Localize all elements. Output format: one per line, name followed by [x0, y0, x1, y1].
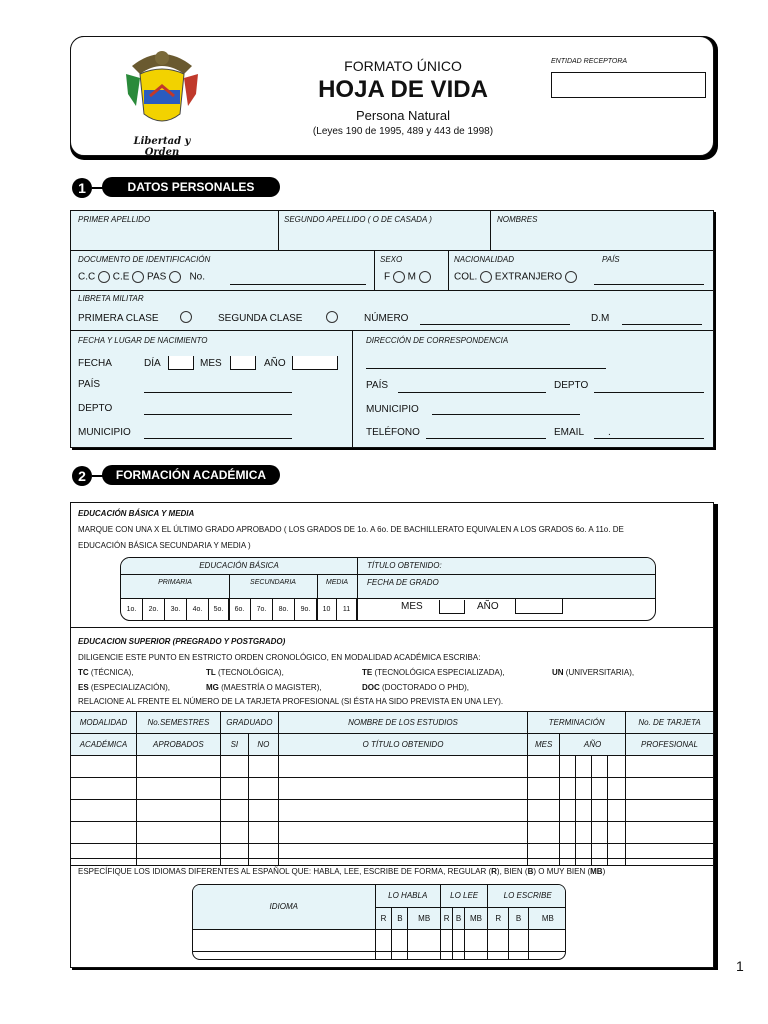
edb-label: EDUCACIÓN BÁSICA: [199, 561, 279, 570]
entidad-label: ENTIDAD RECEPTORA: [551, 58, 628, 65]
primaria-label: PRIMARIA: [158, 579, 192, 586]
grado-cell[interactable]: 10: [317, 598, 337, 621]
idiomas-table: IDIOMA LO HABLA LO LEE LO ESCRIBE R B MB R B MB R B MB: [192, 884, 566, 960]
depto2-field[interactable]: [594, 392, 704, 393]
mes-field[interactable]: [230, 356, 256, 370]
anio-field[interactable]: [292, 356, 338, 370]
nacionalidad-label: NACIONALIDAD: [454, 255, 515, 264]
segunda-clase: SEGUNDA CLASE: [218, 313, 303, 324]
marque-text-2: EDUCACIÓN BÁSICA SECUNDARIA Y MEDIA ): [78, 541, 251, 550]
direccion-field[interactable]: [366, 368, 606, 369]
pais-field[interactable]: [594, 284, 704, 285]
secundaria-label: SECUNDARIA: [250, 579, 296, 586]
m-radio[interactable]: [419, 271, 431, 283]
te-text: TE (TECNOLÓGICA ESPECIALIZADA),: [362, 668, 505, 677]
basica-grid: [120, 557, 656, 621]
page-number: 1: [736, 958, 744, 974]
marque-text: MARQUE CON UNA X EL ÚLTIMO GRADO APROBADO ( LOS GRADOS DE 1o. A 6o. DE BACHILLERATO EQUIVALEN A LOS GRADOS 6o. A 11o. DE: [78, 525, 624, 534]
mes-label: MES: [200, 358, 222, 369]
f-radio[interactable]: [393, 271, 405, 283]
grado-cell[interactable]: 6o.: [229, 598, 251, 621]
fecha-lugar-label: FECHA Y LUGAR DE NACIMIENTO: [78, 336, 208, 345]
municipio2-field[interactable]: [432, 414, 580, 415]
es-text: ES (ESPECIALIZACIÓN),: [78, 683, 171, 692]
section-number: 1: [72, 178, 92, 198]
tc-text: TC (TÉCNICA),: [78, 668, 134, 677]
pais2-label: PAÍS: [78, 379, 101, 390]
dia-field[interactable]: [168, 356, 194, 370]
dia-label: DÍA: [144, 358, 161, 369]
motto: Libertad y Orden: [133, 136, 191, 158]
email-label: EMAIL: [554, 427, 585, 438]
diligencie-text: DILIGENCIE ESTE PUNTO EN ESTRICTO ORDEN CRONOLÓGICO, EN MODALIDAD ACADÉMICA ESCRIBA:: [78, 653, 481, 662]
grado-cell[interactable]: 5o.: [209, 598, 229, 621]
grado-cell[interactable]: 4o.: [187, 598, 209, 621]
grado-cell[interactable]: 8o.: [273, 598, 295, 621]
table-row[interactable]: [71, 756, 714, 778]
pais2-field[interactable]: [144, 392, 292, 393]
idiomas-text: ESPECÍFIQUE LOS IDIOMAS DIFERENTES AL ESPAÑOL QUE: HABLA, LEE, ESCRIBE DE FORMA, REGULAR (R), BIEN (B) O MUY BIEN (MB): [78, 867, 606, 876]
section-title: DATOS PERSONALES: [102, 177, 280, 197]
grado-cell[interactable]: 7o.: [251, 598, 273, 621]
nac-options: COL. EXTRANJERO: [454, 271, 577, 283]
col-radio[interactable]: [480, 271, 492, 283]
municipio2-label: MUNICIPIO: [366, 404, 419, 415]
cc-radio[interactable]: [98, 271, 110, 283]
ce-radio[interactable]: [132, 271, 144, 283]
depto-field[interactable]: [144, 414, 292, 415]
mes-label: MES: [401, 601, 423, 612]
mg-text: MG (MAESTRÍA O MAGISTER),: [206, 683, 322, 692]
dm-field[interactable]: [622, 324, 702, 325]
telefono-field[interactable]: [426, 438, 546, 439]
page-title: HOJA DE VIDA: [318, 76, 488, 103]
coat-of-arms-icon: [122, 44, 202, 134]
anio-label: AÑO: [477, 601, 499, 612]
telefono-label: TELÉFONO: [366, 427, 420, 438]
superior-label: EDUCACION SUPERIOR (PREGRADO Y POSTGRADO): [78, 637, 286, 646]
media-label: MEDIA: [325, 579, 349, 586]
grado-cell[interactable]: 1o.: [121, 598, 143, 621]
table-row[interactable]: [71, 844, 714, 866]
superior-table: MODALIDAD No.SEMESTRES GRADUADO NOMBRE DE LOS ESTUDIOS TERMINACIÓN No. DE TARJETA ACADÉMICA APROBADOS SI NO O TÍTULO OBTENIDO MES AÑO PROFESIONAL: [70, 711, 714, 866]
leyes: (Leyes 190 de 1995, 489 y 443 de 1998): [312, 126, 494, 137]
numero-field[interactable]: [420, 324, 570, 325]
libreta-label: LIBRETA MILITAR: [78, 294, 144, 303]
fecha-label: FECHA: [78, 358, 112, 369]
formato: FORMATO ÚNICO: [344, 58, 462, 74]
doc-number-field[interactable]: [230, 284, 366, 285]
doc-text: DOC (DOCTORADO O PHD),: [362, 683, 469, 692]
email-field[interactable]: .: [594, 428, 704, 439]
pas-radio[interactable]: [169, 271, 181, 283]
grado-cell[interactable]: 3o.: [165, 598, 187, 621]
extranjero-radio[interactable]: [565, 271, 577, 283]
pais3-label: PAÍS: [366, 380, 389, 391]
direccion-label: DIRECCIÓN DE CORRESPONDENCIA: [366, 336, 509, 345]
grado-cell[interactable]: 2o.: [143, 598, 165, 621]
entidad-field[interactable]: [551, 72, 706, 98]
anio-label: AÑO: [264, 358, 286, 369]
subtitle: Persona Natural: [356, 108, 450, 123]
primera-radio[interactable]: [180, 311, 192, 323]
fecha-grado-label: FECHA DE GRADO: [367, 578, 439, 587]
segunda-radio[interactable]: [326, 311, 338, 323]
grado-mes-field[interactable]: [439, 600, 465, 614]
grado-cell[interactable]: 11: [337, 598, 357, 621]
primer-apellido-label: PRIMER APELLIDO: [78, 215, 151, 224]
basica-label: EDUCACIÓN BÁSICA Y MEDIA: [78, 509, 195, 518]
depto-label: DEPTO: [78, 403, 113, 414]
pais3-field[interactable]: [398, 392, 546, 393]
section-number: 2: [72, 466, 92, 486]
relacione-text: RELACIONE AL FRENTE EL NÚMERO DE LA TARJETA PROFESIONAL (SI ÉSTA HA SIDO PREVISTA EN UNA LEY).: [78, 697, 504, 706]
titulo-label: TÍTULO OBTENIDO:: [367, 561, 442, 570]
table-row[interactable]: [71, 778, 714, 800]
pais-label: PAÍS: [602, 255, 620, 264]
sexo-label: SEXO: [380, 255, 403, 264]
documento-label: DOCUMENTO DE IDENTIFICACIÓN: [78, 255, 211, 264]
municipio-field[interactable]: [144, 438, 292, 439]
nombres-label: NOMBRES: [497, 215, 538, 224]
section-title: FORMACIÓN ACADÉMICA: [102, 465, 280, 485]
depto2-label: DEPTO: [554, 380, 589, 391]
table-row[interactable]: [71, 800, 714, 822]
un-text: UN (UNIVERSITARIA),: [552, 668, 635, 677]
numero-label: NÚMERO: [364, 313, 409, 324]
primera-clase: PRIMERA CLASE: [78, 313, 159, 324]
grado-cell[interactable]: 9o.: [295, 598, 317, 621]
table-row[interactable]: [71, 822, 714, 844]
dm-label: D.M: [591, 313, 610, 324]
doc-options: C.C C.E PAS No.: [78, 271, 205, 283]
tl-text: TL (TECNOLÓGICA),: [206, 668, 284, 677]
segundo-apellido-label: SEGUNDO APELLIDO ( O DE CASADA ): [284, 215, 432, 224]
grado-anio-field[interactable]: [515, 598, 563, 614]
sexo-options: F M: [384, 271, 431, 283]
municipio-label: MUNICIPIO: [78, 427, 131, 438]
